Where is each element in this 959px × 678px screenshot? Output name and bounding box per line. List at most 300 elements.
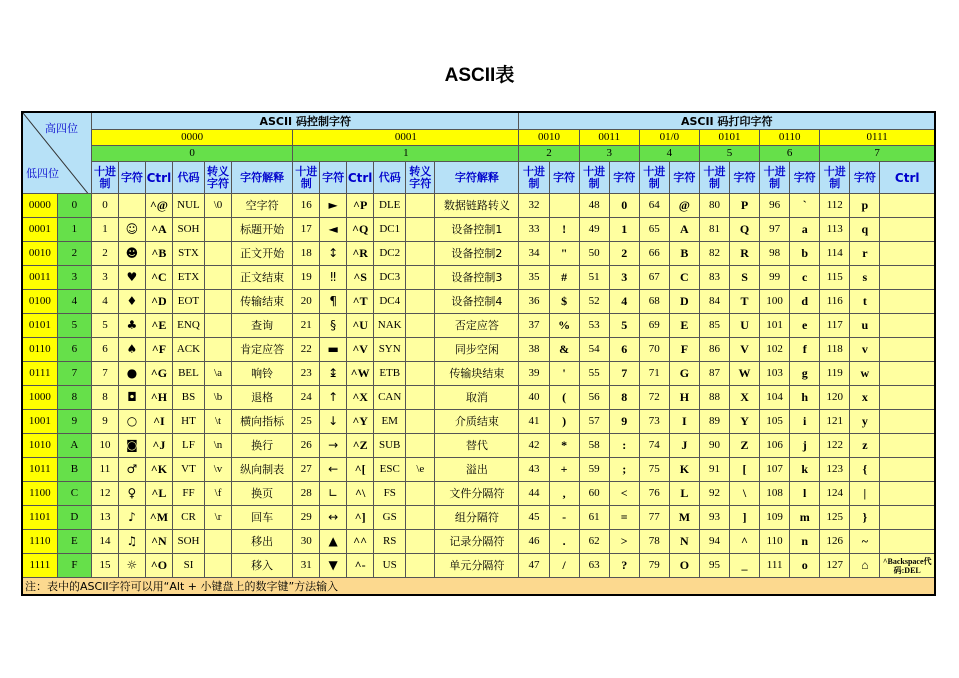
control-escape	[406, 554, 435, 578]
control-decimal: 7	[91, 362, 118, 386]
control-escape	[205, 266, 232, 290]
control-escape	[406, 194, 435, 218]
control-code: DC1	[374, 218, 406, 242]
low-nibble-hex: 2	[57, 242, 91, 266]
control-code: HT	[172, 410, 204, 434]
printable-decimal: 127	[820, 554, 850, 578]
printable-char: 1	[609, 218, 639, 242]
control-decimal: 26	[293, 434, 320, 458]
control-ctrl: ^V	[347, 338, 374, 362]
control-char: ☺	[118, 218, 145, 242]
control-code: DLE	[374, 194, 406, 218]
low-nibble-hex: C	[57, 482, 91, 506]
control-explain: 设备控制1	[435, 218, 519, 242]
table-row	[22, 506, 935, 530]
control-code: STX	[172, 242, 204, 266]
control-ctrl: ^^	[347, 530, 374, 554]
low-nibble-binary: 1110	[22, 530, 57, 554]
printable-decimal: 58	[579, 434, 609, 458]
low-nibble-hex: 4	[57, 290, 91, 314]
printable-ctrl	[880, 218, 935, 242]
control-char: ♀	[118, 482, 145, 506]
control-explain: 正文开始	[232, 242, 293, 266]
control-explain: 设备控制2	[435, 242, 519, 266]
table-row	[22, 266, 935, 290]
control-decimal: 15	[91, 554, 118, 578]
control-ctrl: ^U	[347, 314, 374, 338]
col-header-char: 字符	[730, 162, 760, 194]
col-header-char: 字符	[609, 162, 639, 194]
table-corner-header	[22, 112, 91, 194]
decimal-header-6: 6	[760, 146, 820, 162]
col-header-ctrl: Ctrl	[347, 162, 374, 194]
control-ctrl: ^T	[347, 290, 374, 314]
control-decimal: 8	[91, 386, 118, 410]
control-ctrl: ^B	[145, 242, 172, 266]
col-header-ctrl: Ctrl	[880, 162, 935, 194]
low-nibble-hex: 7	[57, 362, 91, 386]
low-nibble-hex: A	[57, 434, 91, 458]
printable-char: 2	[609, 242, 639, 266]
printable-decimal: 33	[519, 218, 549, 242]
control-escape	[205, 290, 232, 314]
control-decimal: 22	[293, 338, 320, 362]
printable-char: /	[549, 554, 579, 578]
printable-char: \	[730, 482, 760, 506]
control-explain: 替代	[435, 434, 519, 458]
control-explain: 取消	[435, 386, 519, 410]
decimal-header-7: 7	[820, 146, 935, 162]
control-explain: 换页	[232, 482, 293, 506]
printable-char: N	[669, 530, 699, 554]
control-char: ▲	[320, 530, 347, 554]
control-code: EOT	[172, 290, 204, 314]
control-decimal: 21	[293, 314, 320, 338]
printable-decimal: 40	[519, 386, 549, 410]
printable-char: m	[790, 506, 820, 530]
control-code: ETX	[172, 266, 204, 290]
printable-char: 0	[609, 194, 639, 218]
control-escape	[406, 266, 435, 290]
table-row	[22, 458, 935, 482]
control-explain: 设备控制4	[435, 290, 519, 314]
control-code: ENQ	[172, 314, 204, 338]
control-explain: 横向指标	[232, 410, 293, 434]
control-explain: 溢出	[435, 458, 519, 482]
printable-decimal: 90	[699, 434, 729, 458]
printable-decimal: 124	[820, 482, 850, 506]
control-decimal: 25	[293, 410, 320, 434]
printable-decimal: 73	[639, 410, 669, 434]
control-code: FF	[172, 482, 204, 506]
printable-char: W	[730, 362, 760, 386]
control-decimal: 20	[293, 290, 320, 314]
control-decimal: 5	[91, 314, 118, 338]
control-decimal: 31	[293, 554, 320, 578]
decimal-header-4: 4	[639, 146, 699, 162]
control-explain: 移入	[232, 554, 293, 578]
printable-char: (	[549, 386, 579, 410]
control-explain: 数据链路转义	[435, 194, 519, 218]
table-row	[22, 218, 935, 242]
table-row	[22, 554, 935, 578]
control-char	[118, 194, 145, 218]
control-explain: 同步空闲	[435, 338, 519, 362]
printable-char: R	[730, 242, 760, 266]
table-row	[22, 530, 935, 554]
control-decimal: 11	[91, 458, 118, 482]
printable-decimal: 92	[699, 482, 729, 506]
nibble-header-6: 0110	[760, 130, 820, 146]
control-ctrl: ^G	[145, 362, 172, 386]
control-decimal: 13	[91, 506, 118, 530]
printable-decimal: 111	[760, 554, 790, 578]
printable-char: 5	[609, 314, 639, 338]
nibble-header-1: 0001	[293, 130, 519, 146]
table-row	[22, 482, 935, 506]
control-escape: \f	[205, 482, 232, 506]
control-code: VT	[172, 458, 204, 482]
control-ctrl: ^-	[347, 554, 374, 578]
low-nibble-binary: 0001	[22, 218, 57, 242]
decimal-header-2: 2	[519, 146, 579, 162]
printable-decimal: 83	[699, 266, 729, 290]
printable-decimal: 78	[639, 530, 669, 554]
printable-char: E	[669, 314, 699, 338]
control-decimal: 29	[293, 506, 320, 530]
control-code: ACK	[172, 338, 204, 362]
printable-decimal: 95	[699, 554, 729, 578]
control-code: CR	[172, 506, 204, 530]
printable-char: M	[669, 506, 699, 530]
nibble-header-5: 0101	[699, 130, 759, 146]
printable-char: C	[669, 266, 699, 290]
low-nibble-hex: 1	[57, 218, 91, 242]
low-nibble-hex: E	[57, 530, 91, 554]
low-nibble-hex: D	[57, 506, 91, 530]
low-nibble-binary: 1000	[22, 386, 57, 410]
control-escape	[406, 434, 435, 458]
printable-char: :	[609, 434, 639, 458]
col-header-escape: 转义字符	[406, 162, 435, 194]
printable-decimal: 123	[820, 458, 850, 482]
printable-char: =	[609, 506, 639, 530]
control-escape	[205, 242, 232, 266]
low-nibble-hex: 0	[57, 194, 91, 218]
control-ctrl: ^P	[347, 194, 374, 218]
printable-char: &	[549, 338, 579, 362]
control-decimal: 16	[293, 194, 320, 218]
printable-char: q	[850, 218, 880, 242]
decimal-header-1: 1	[293, 146, 519, 162]
control-explain: 介质结束	[435, 410, 519, 434]
control-explain: 回车	[232, 506, 293, 530]
printable-char: g	[790, 362, 820, 386]
control-explain: 传输块结束	[435, 362, 519, 386]
printable-char: D	[669, 290, 699, 314]
control-escape	[406, 338, 435, 362]
printable-char: l	[790, 482, 820, 506]
printable-char: d	[790, 290, 820, 314]
control-char: ♪	[118, 506, 145, 530]
control-code: BEL	[172, 362, 204, 386]
printable-decimal: 51	[579, 266, 609, 290]
control-char: ◙	[118, 434, 145, 458]
control-explain: 记录分隔符	[435, 530, 519, 554]
printable-ctrl	[880, 506, 935, 530]
printable-decimal: 45	[519, 506, 549, 530]
control-code: US	[374, 554, 406, 578]
table-row	[22, 386, 935, 410]
printable-ctrl	[880, 194, 935, 218]
control-ctrl: ^K	[145, 458, 172, 482]
low-nibble-binary: 0101	[22, 314, 57, 338]
control-escape: \b	[205, 386, 232, 410]
printable-decimal: 86	[699, 338, 729, 362]
printable-decimal: 75	[639, 458, 669, 482]
printable-char: `	[790, 194, 820, 218]
col-header-char: 字符	[669, 162, 699, 194]
control-char: ∟	[320, 482, 347, 506]
table-row	[22, 242, 935, 266]
printable-ctrl	[880, 482, 935, 506]
printable-char: s	[850, 266, 880, 290]
col-header-char: 字符	[549, 162, 579, 194]
control-escape: \e	[406, 458, 435, 482]
col-header-char: 字符	[850, 162, 880, 194]
control-escape: \r	[205, 506, 232, 530]
control-code: NUL	[172, 194, 204, 218]
printable-char: 4	[609, 290, 639, 314]
printable-decimal: 84	[699, 290, 729, 314]
printable-char: "	[549, 242, 579, 266]
low-nibble-hex: 9	[57, 410, 91, 434]
printable-decimal: 97	[760, 218, 790, 242]
control-explain: 查询	[232, 314, 293, 338]
col-header-char: 字符	[320, 162, 347, 194]
nibble-header-0: 0000	[91, 130, 292, 146]
table-row	[22, 314, 935, 338]
printable-char: 8	[609, 386, 639, 410]
control-char: ¶	[320, 290, 347, 314]
printable-decimal: 94	[699, 530, 729, 554]
control-char: ↓	[320, 410, 347, 434]
printable-decimal: 36	[519, 290, 549, 314]
printable-decimal: 72	[639, 386, 669, 410]
printable-char: y	[850, 410, 880, 434]
printable-decimal: 43	[519, 458, 549, 482]
printable-decimal: 59	[579, 458, 609, 482]
control-escape	[205, 338, 232, 362]
control-chars-group-header: ASCII 码控制字符	[91, 112, 518, 130]
control-escape	[205, 530, 232, 554]
printable-ctrl	[880, 338, 935, 362]
printable-ctrl	[880, 530, 935, 554]
control-char: ☻	[118, 242, 145, 266]
table-row	[22, 290, 935, 314]
printable-char: S	[730, 266, 760, 290]
control-ctrl: ^C	[145, 266, 172, 290]
control-explain: 正文结束	[232, 266, 293, 290]
control-explain: 标题开始	[232, 218, 293, 242]
printable-char: J	[669, 434, 699, 458]
printable-ctrl	[880, 386, 935, 410]
control-ctrl: ^R	[347, 242, 374, 266]
control-explain: 响铃	[232, 362, 293, 386]
printable-char: <	[609, 482, 639, 506]
control-decimal: 6	[91, 338, 118, 362]
printable-char: %	[549, 314, 579, 338]
control-decimal: 4	[91, 290, 118, 314]
table-row	[22, 194, 935, 218]
control-code: ESC	[374, 458, 406, 482]
printable-char: ⌂	[850, 554, 880, 578]
control-escape	[406, 530, 435, 554]
printable-char: [	[730, 458, 760, 482]
printable-decimal: 119	[820, 362, 850, 386]
col-header-char: 字符	[118, 162, 145, 194]
col-header-char: 字符	[790, 162, 820, 194]
printable-char: G	[669, 362, 699, 386]
printable-char: k	[790, 458, 820, 482]
printable-char: Y	[730, 410, 760, 434]
printable-char: h	[790, 386, 820, 410]
printable-decimal: 99	[760, 266, 790, 290]
printable-char: K	[669, 458, 699, 482]
printable-decimal: 120	[820, 386, 850, 410]
printable-decimal: 35	[519, 266, 549, 290]
printable-char: ~	[850, 530, 880, 554]
printable-decimal: 114	[820, 242, 850, 266]
control-ctrl: ^X	[347, 386, 374, 410]
high-nibble-label: 高四位	[45, 122, 78, 135]
low-nibble-hex: 3	[57, 266, 91, 290]
printable-char: t	[850, 290, 880, 314]
control-escape: \a	[205, 362, 232, 386]
ascii-table	[21, 111, 936, 596]
nibble-header-7: 0111	[820, 130, 935, 146]
printable-decimal: 38	[519, 338, 549, 362]
printable-decimal: 55	[579, 362, 609, 386]
control-char: ‼	[320, 266, 347, 290]
col-header-ctrl: Ctrl	[145, 162, 172, 194]
printable-char: 3	[609, 266, 639, 290]
printable-char: +	[549, 458, 579, 482]
control-explain: 传输结束	[232, 290, 293, 314]
control-decimal: 10	[91, 434, 118, 458]
low-nibble-hex: 8	[57, 386, 91, 410]
control-char: ▼	[320, 554, 347, 578]
printable-ctrl	[880, 362, 935, 386]
printable-ctrl	[880, 410, 935, 434]
printable-decimal: 93	[699, 506, 729, 530]
printable-ctrl	[880, 458, 935, 482]
control-ctrl: ^I	[145, 410, 172, 434]
control-ctrl: ^\	[347, 482, 374, 506]
control-explain: 退格	[232, 386, 293, 410]
control-decimal: 2	[91, 242, 118, 266]
control-escape: \t	[205, 410, 232, 434]
printable-chars-group-header: ASCII 码打印字符	[519, 112, 935, 130]
printable-char: ?	[609, 554, 639, 578]
low-nibble-binary: 0100	[22, 290, 57, 314]
printable-char: O	[669, 554, 699, 578]
control-explain: 组分隔符	[435, 506, 519, 530]
printable-char: w	[850, 362, 880, 386]
printable-decimal: 69	[639, 314, 669, 338]
control-char: ←	[320, 458, 347, 482]
control-ctrl: ^N	[145, 530, 172, 554]
control-explain: 设备控制3	[435, 266, 519, 290]
control-char: →	[320, 434, 347, 458]
printable-char: z	[850, 434, 880, 458]
printable-decimal: 117	[820, 314, 850, 338]
printable-decimal: 70	[639, 338, 669, 362]
control-code: SI	[172, 554, 204, 578]
control-decimal: 9	[91, 410, 118, 434]
table-footnote: 注：表中的ASCII字符可以用“Alt + 小键盘上的数字键”方法输入	[22, 578, 935, 596]
control-ctrl: ^O	[145, 554, 172, 578]
control-code: SOH	[172, 530, 204, 554]
printable-decimal: 76	[639, 482, 669, 506]
printable-char: _	[730, 554, 760, 578]
col-header-explain: 字符解释	[232, 162, 293, 194]
printable-char: .	[549, 530, 579, 554]
control-code: LF	[172, 434, 204, 458]
printable-decimal: 47	[519, 554, 549, 578]
control-ctrl: ^H	[145, 386, 172, 410]
printable-decimal: 122	[820, 434, 850, 458]
printable-decimal: 41	[519, 410, 549, 434]
printable-char: n	[790, 530, 820, 554]
printable-decimal: 91	[699, 458, 729, 482]
control-code: SYN	[374, 338, 406, 362]
printable-char: 6	[609, 338, 639, 362]
printable-char: }	[850, 506, 880, 530]
control-ctrl: ^F	[145, 338, 172, 362]
control-char: ○	[118, 410, 145, 434]
printable-decimal: 100	[760, 290, 790, 314]
control-char: ◄	[320, 218, 347, 242]
control-escape	[406, 218, 435, 242]
printable-char: e	[790, 314, 820, 338]
page-title: ASCII表	[444, 65, 515, 86]
printable-decimal: 37	[519, 314, 549, 338]
printable-char: c	[790, 266, 820, 290]
control-escape	[406, 386, 435, 410]
printable-decimal: 48	[579, 194, 609, 218]
control-ctrl: ^Y	[347, 410, 374, 434]
printable-char: ;	[609, 458, 639, 482]
printable-decimal: 42	[519, 434, 549, 458]
printable-char: B	[669, 242, 699, 266]
low-nibble-binary: 1010	[22, 434, 57, 458]
printable-decimal: 89	[699, 410, 729, 434]
printable-char: ,	[549, 482, 579, 506]
col-header-decimal: 十进制	[820, 162, 850, 194]
printable-char: 9	[609, 410, 639, 434]
printable-decimal: 115	[820, 266, 850, 290]
control-ctrl: ^L	[145, 482, 172, 506]
printable-decimal: 53	[579, 314, 609, 338]
control-char: ☼	[118, 554, 145, 578]
low-nibble-binary: 0111	[22, 362, 57, 386]
control-explain: 空字符	[232, 194, 293, 218]
control-escape	[406, 362, 435, 386]
control-char: ↨	[320, 362, 347, 386]
printable-char: u	[850, 314, 880, 338]
low-nibble-binary: 1100	[22, 482, 57, 506]
